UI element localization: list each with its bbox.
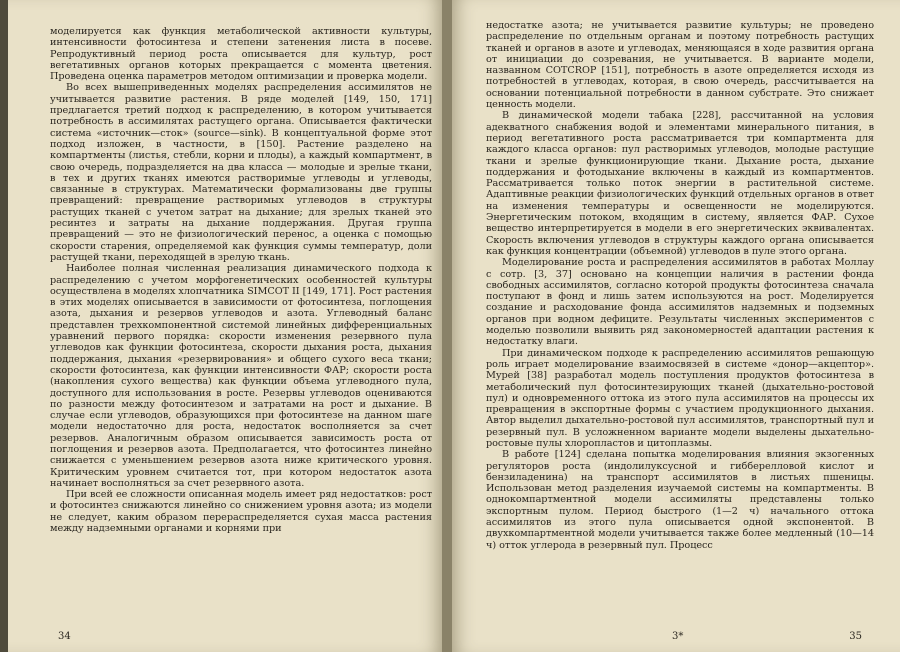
page-number: 34 (58, 631, 71, 642)
paragraph: Во всех вышеприведенных моделях распределения ассимилятов не учитывается развитие растения. В ряде моделей [149, 150, 171] предлагается третий подход к распределению, в котором учитывается потребность в ассимилятах растущего органа. Описывается фактически система «источник—сток» (source—sink). В концептуальной форме этот подход изложен, в частности, в [150]. Растение разделено на компартменты (листья, стебли, корни и плоды), а каждый компартмент, в свою очередь, подразделяется на два класса — молодые и зрелые ткани, в тех и других тканях имеются растворимые углеводы и углеводы, связанные в структурах. Математически формализованы две группы превращений: превращение растворимых углеводов в структуры растущих тканей с учетом затрат на дыхание; для зрелых тканей это ресинтез и затраты на дыхание поддержания. Другая группа превращений — это не физиологический перенос, а оценка с помощью скорости старения, определяемой как функция суммы температур, доли растущей ткани, переходящей в зрелую ткань. (50, 82, 432, 263)
signature-mark: 3* (672, 631, 684, 642)
paragraph: Наиболее полная численная реализация динамического подхода к распределению с учетом морфогенетических особенностей культуры осуществлена в моделях хлопчатника SIMCOT II [149, 171]. Рост растения в этих моделях описывается в зависимости от фотосинтеза, поглощения азота, дыхания и резервов углеводов и азота. Углеводный баланс представлен трехкомпонентной системой линейных дифференциальных уравнений первого порядка: скорости изменения резервного пула углеводов как функции фотосинтеза, скорости дыхания роста, дыхания поддержания, дыхания «резервирования» и общего сухого веса ткани; скорости фотосинтеза, как функции интенсивности ФАР; скорости роста (накопления сухого вещества) как функции объема углеводного пула, доступного для использования в росте. Резервы углеводов оцениваются по разности между фотосинтезом и затратами на рост и дыхание. В случае если углеводов, образующихся при фотосинтезе на данном шаге модели недостаточно для роста, недостаток восполняется за счет резервов. Аналогичным образом описывается зависимость роста от поглощения и резервов азота. Предполагается, что фотосинтез линейно снижается с уменьшением резервов азота ниже критического уровня. Критическим уровнем считается тот, при котором недостаток азота начинает восполняться за счет резервного азота. (50, 263, 432, 489)
paragraph: моделируется как функция метаболической активности культуры, интенсивности фотосинтеза и степени затенения листа в посеве. Репродуктивный период роста описывается для культур, рост вегетативных органов которых прекращается с момента цветения. Проведена оценка параметров методом оптимизации и проверка модели. (50, 26, 432, 83)
left-page (8, 0, 442, 652)
paragraph: При всей ее сложности описанная модель имеет ряд недостатков: рост и фотосинтез снижаются линейно со снижением уровня азота; из модели не следует, каким образом перераспределяется сухая масса растения между надземными органами и корнями при (50, 489, 432, 535)
paragraph: В работе [124] сделана попытка моделирования влияния экзогенных регуляторов роста (индолилуксусной и гибберелловой кислот и бензиладенина) на транспорт ассимилятов в листьях пшеницы. Использован метод разделения изучаемой системы на компартменты. В однокомпартментной модели ассимиляты представлены только экспортным пулом. Период быстрого (1—2 ч) начального оттока ассимилятов из этого пула описывается одной экспонентой. В двухкомпартментной модели учитывается также более медленный (10—14 ч) отток углерода в резервный пул. Процесс (486, 449, 874, 551)
paragraph: недостатке азота; не учитывается развитие культуры; не проведено распределение по отдельным органам и поэтому потребность растущих тканей и органов в азоте и углеводах, меняющаяся в ходе развития органа от инициации до созревания, не учитывается. В варианте модели, названном COTCROP [151], потребность в азоте определяется исходя из потребностей в углеводах, которая, в свою очередь, рассчитывается на основании потенциальной потребности в данном субстрате. Это снижает ценность модели. (486, 20, 874, 111)
paragraph: Моделирование роста и распределения ассимилятов в работах Моллау с сотр. [3, 37] основано на концепции наличия в растении фонда свободных ассимилятов, согласно которой продукты фотосинтеза сначала поступают в фонд и лишь затем используются на рост. Моделируется создание и расходование фонда ассимилятов надземных и подземных органов при водном дефиците. Результаты численных экспериментов с моделью позволили выявить ряд закономерностей адаптации растения к недостатку влаги. (486, 257, 874, 348)
paragraph: При динамическом подходе к распределению ассимилятов решающую роль играет моделирование взаимосвязей в системе «донор—акцептор». Мурей [38] разработал модель поступления продуктов фотосинтеза в метаболический пул фотосинтезирующих тканей (дыхательно-ростовой пул) и одновременного оттока из этого пула ассимилятов на процессы их превращения в экспортные формы с участием продукционного дыхания. Автор выделил дыхательно-ростовой пул ассимилятов, транспортный пул и резервный пул. В усложненном варианте модели выделены дыхательно-ростовые пулы хлоропластов и цитоплазмы. (486, 347, 874, 449)
book-gutter (442, 0, 452, 652)
paragraph: В динамической модели табака [228], рассчитанной на условия адекватного снабжения водой и элементами минерального питания, в период вегетативного роста рассматривается три компартмента для каждого класса органов: пул растворимых углеводов, молодые растущие ткани и зрелые функционирующие ткани. Дыхание роста, дыхание поддержания и фотодыхание включены в каждый из компартментов. Рассматривается только поток энергии в растительной системе. Адаптивные реакции физиологических функций отдельных органов в ответ на изменения температуры и освещенности не моделируются. Энергетическим потоком, входящим в систему, является ФАР. Сухое вещество интерпретируется в модели в его энергетических эквивалентах. Скорость включения углеводов в структуры каждого органа описывается как функция концентрации (объемной) углеводов в пуле этого органа. (486, 110, 874, 257)
right-page (452, 0, 900, 652)
page-number: 35 (849, 631, 862, 642)
